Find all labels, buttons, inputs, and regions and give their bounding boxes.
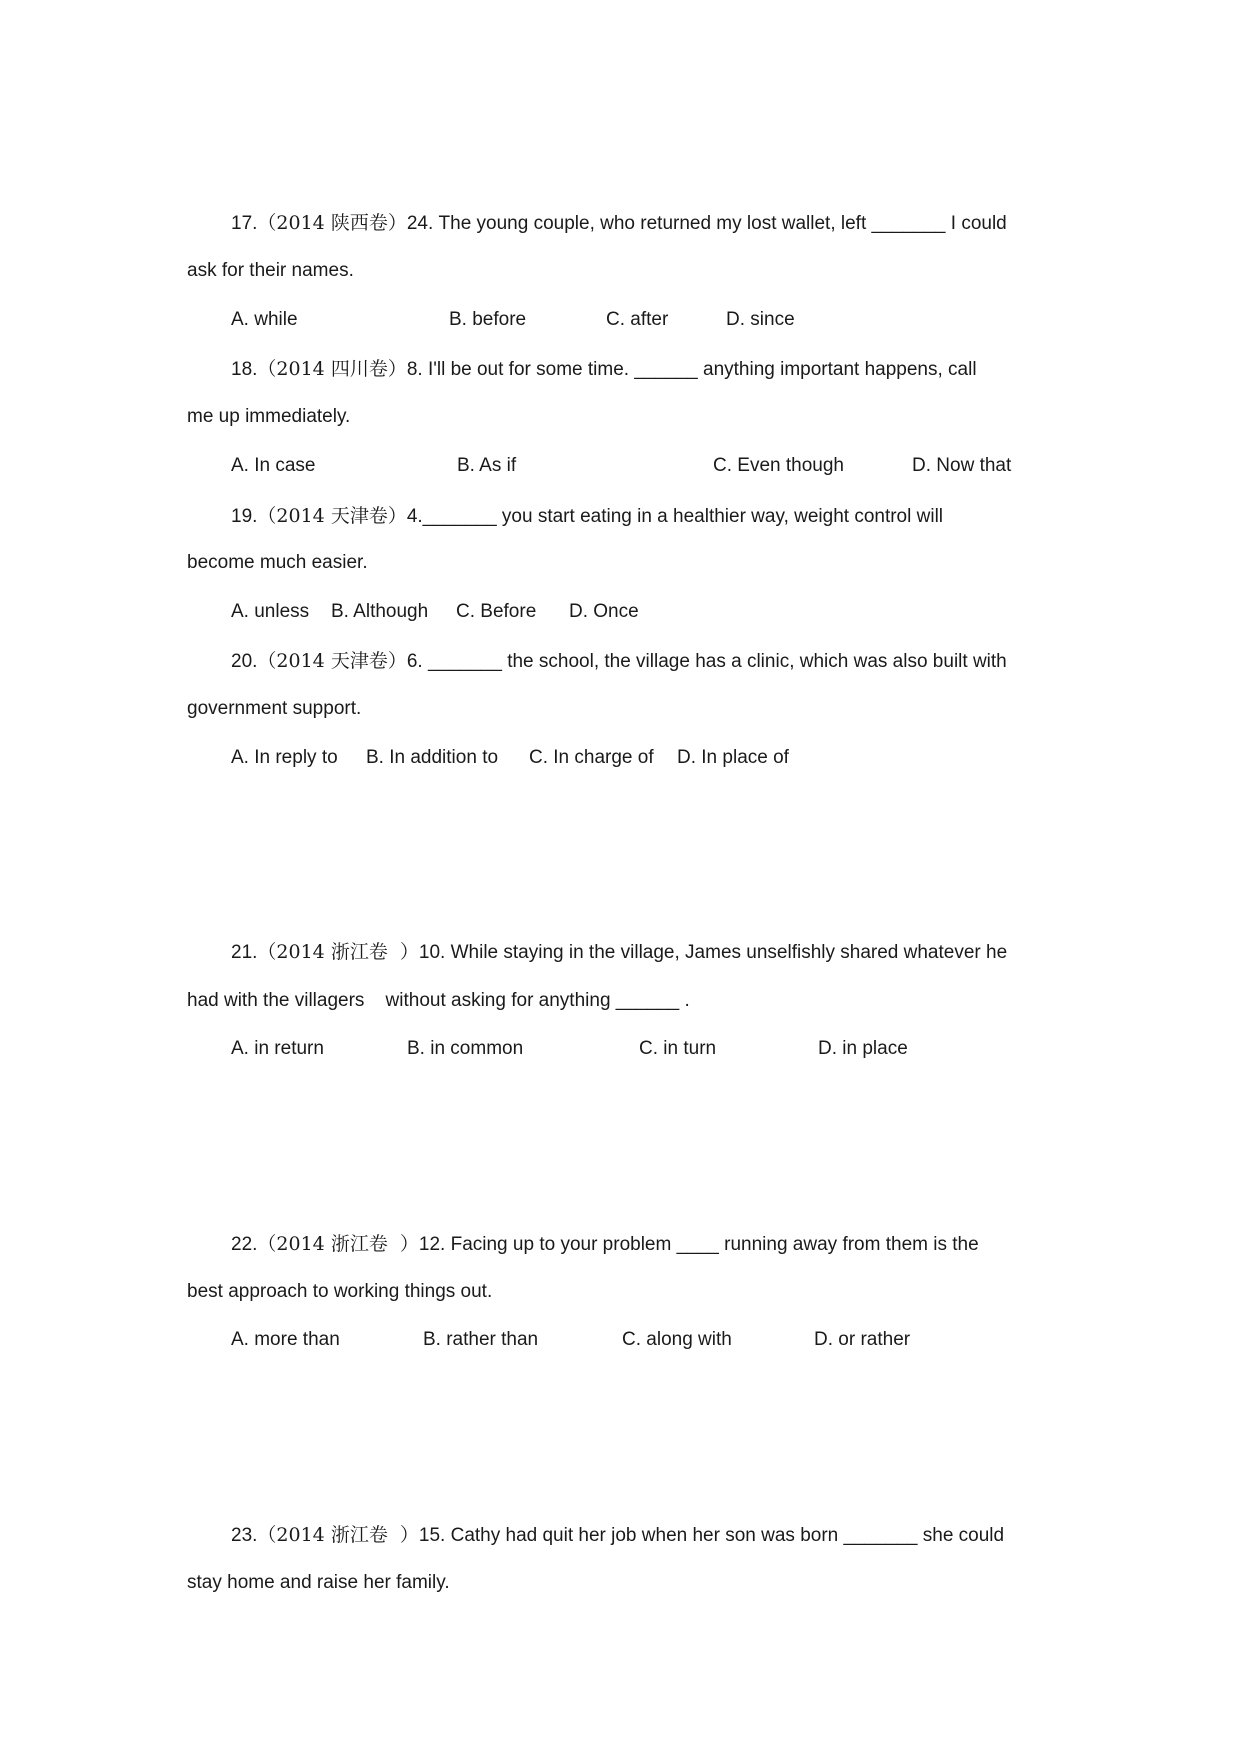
question-source: （2014 天津卷） [257, 650, 407, 672]
question-17-line-1 [231, 211, 1007, 235]
option-d: D. or rather [814, 1329, 911, 1350]
option-c: C. along with [622, 1329, 732, 1350]
question-19-line-1 [231, 504, 943, 528]
question-21-line-2: had with the villagers without asking for anything ______ . [187, 990, 690, 1011]
question-source: （2014 天津卷） [257, 505, 407, 527]
question-number: 20. [231, 651, 258, 672]
question-number: 23. [231, 1525, 258, 1546]
question-number: 18. [231, 359, 258, 380]
option-b: B. Although [331, 601, 429, 622]
question-number: 19. [231, 506, 258, 527]
question-23-line-2: stay home and raise her family. [187, 1572, 450, 1593]
option-a: A. In reply to [231, 747, 338, 768]
option-b: B. rather than [423, 1329, 539, 1350]
question-stem: 24. The young couple, who returned my lost wallet, left _______ I could [406, 213, 1007, 234]
question-number: 22. [231, 1234, 258, 1255]
question-17-line-2: ask for their names. [187, 260, 354, 281]
question-source: （2014 浙江卷 ） [257, 941, 419, 963]
question-23-line-1 [231, 1523, 1004, 1547]
option-b: B. In addition to [366, 747, 499, 768]
question-stem: 12. Facing up to your problem ____ running away from them is the [418, 1234, 979, 1255]
option-c: C. in turn [639, 1038, 717, 1059]
option-a: A. while [231, 309, 298, 330]
question-source: （2014 浙江卷 ） [257, 1524, 419, 1546]
question-source: （2014 四川卷） [257, 358, 407, 380]
option-a: A. In case [231, 455, 316, 476]
question-19-line-2: become much easier. [187, 552, 368, 573]
option-c: C. In charge of [529, 747, 654, 768]
question-stem: 15. Cathy had quit her job when her son was born _______ she could [418, 1525, 1005, 1546]
option-a: A. more than [231, 1329, 340, 1350]
option-d: D. In place of [677, 747, 789, 768]
question-20-line-1 [231, 649, 1007, 673]
option-d: D. since [726, 309, 795, 330]
question-21-line-1 [231, 940, 1007, 964]
option-c: C. Before [456, 601, 537, 622]
option-c: C. after [606, 309, 669, 330]
option-b: B. As if [457, 455, 517, 476]
option-a: A. in return [231, 1038, 324, 1059]
question-18-line-1 [231, 357, 977, 381]
question-number: 21. [231, 942, 258, 963]
option-d: D. in place [818, 1038, 908, 1059]
question-stem: 10. While staying in the village, James unselfishly shared whatever he [418, 942, 1008, 963]
question-source: （2014 浙江卷 ） [257, 1233, 419, 1255]
question-22-line-2: best approach to working things out. [187, 1281, 493, 1302]
question-stem: 6. _______ the school, the village has a clinic, which was also built with [406, 651, 1007, 672]
option-b: B. in common [407, 1038, 524, 1059]
question-18-line-2: me up immediately. [187, 406, 351, 427]
option-d: D. Once [569, 601, 639, 622]
option-d: D. Now that [912, 455, 1012, 476]
question-20-line-2: government support. [187, 698, 362, 719]
option-b: B. before [449, 309, 527, 330]
option-a: A. unless [231, 601, 310, 622]
question-source: （2014 陕西卷） [257, 212, 407, 234]
question-stem: 4._______ you start eating in a healthier way, weight control will [406, 506, 944, 527]
question-number: 17. [231, 213, 258, 234]
question-stem: 8. I'll be out for some time. ______ anything important happens, call [406, 359, 977, 380]
question-22-line-1 [231, 1232, 979, 1256]
option-c: C. Even though [713, 455, 844, 476]
